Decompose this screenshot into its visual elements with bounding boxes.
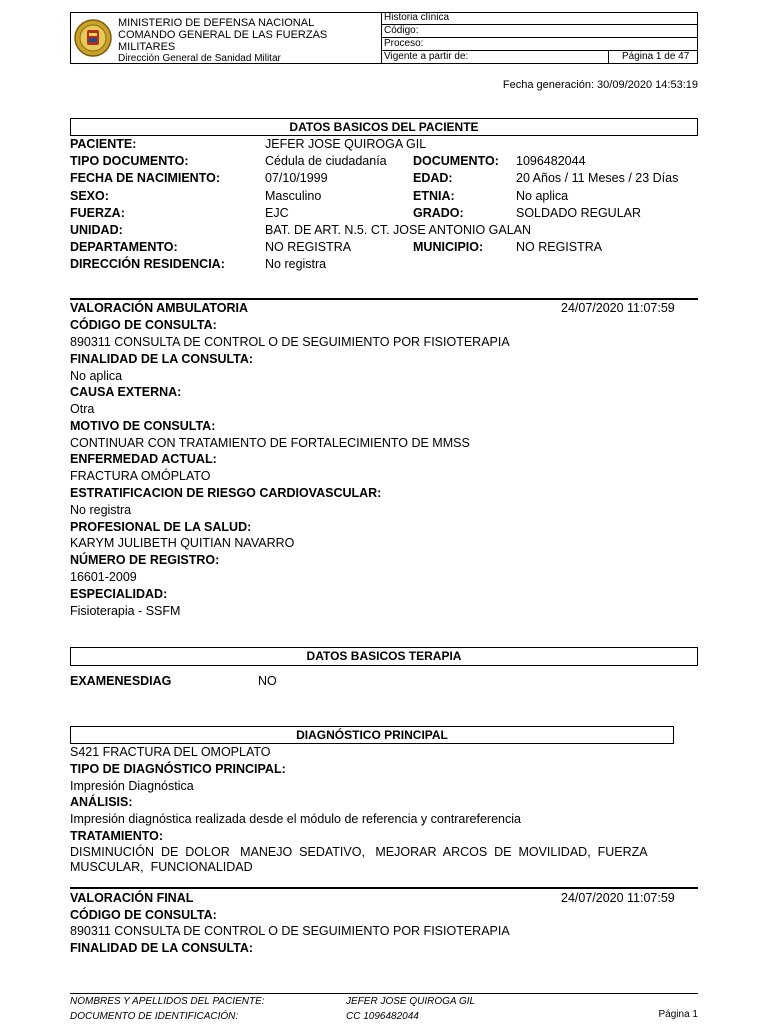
header-vigente-row <box>382 51 698 64</box>
header-codigo: Código: <box>382 25 698 38</box>
documento-value: 1096482044 <box>516 154 586 168</box>
header-org-block <box>70 12 382 64</box>
footer-rule <box>70 993 698 994</box>
examenes-value: NO <box>258 674 277 688</box>
tratamiento-label: TRATAMIENTO: <box>70 829 164 843</box>
diagnostico-value: S421 FRACTURA DEL OMOPLATO <box>70 745 271 759</box>
registro-label: NÚMERO DE REGISTRO: <box>70 553 220 567</box>
analisis-label: ANÁLISIS: <box>70 795 133 809</box>
footer-page-number: Página 1 <box>658 1009 698 1020</box>
header-proceso: Proceso: <box>382 38 698 51</box>
fecha-nacimiento-label: FECHA DE NACIMIENTO: <box>70 171 220 185</box>
sexo-label: SEXO: <box>70 189 109 203</box>
tipo-diagnostico-value: Impresión Diagnóstica <box>70 779 194 793</box>
departamento-label: DEPARTAMENTO: <box>70 240 178 254</box>
paciente-value: JEFER JOSE QUIROGA GIL <box>265 137 427 151</box>
fecha-generacion: Fecha generación: 30/09/2020 14:53:19 <box>502 79 698 91</box>
edad-label: EDAD: <box>413 171 453 185</box>
municipio-value: NO REGISTRA <box>516 240 603 254</box>
grado-label: GRADO: <box>413 206 464 220</box>
section-datos-basicos-title: DATOS BASICOS DEL PACIENTE <box>70 118 698 136</box>
valoracion-ambulatoria-title: VALORACIÓN AMBULATORIA <box>70 301 248 315</box>
fuerza-label: FUERZA: <box>70 206 125 220</box>
footer-documento-label: DOCUMENTO DE IDENTIFICACIÓN: <box>70 1011 239 1022</box>
header-historia: Historia clínica <box>382 12 698 25</box>
military-seal-logo <box>74 19 112 57</box>
etnia-value: No aplica <box>516 189 569 203</box>
municipio-label: MUNICIPIO: <box>413 240 484 254</box>
motivo-label: MOTIVO DE CONSULTA: <box>70 419 216 433</box>
tratamiento-value-line1: DISMINUCIÓN DE DOLOR MANEJO SEDATIVO, MEJORAR ARCOS DE MOVILIDAD, FUERZA <box>70 845 648 859</box>
final-finalidad-label: FINALIDAD DE LA CONSULTA: <box>70 941 254 955</box>
divider-valoracion-ambulatoria <box>70 298 698 300</box>
paciente-label: PACIENTE: <box>70 137 137 151</box>
header-vigente: Vigente a partir de: <box>384 51 469 62</box>
tipo-documento-label: TIPO DOCUMENTO: <box>70 154 189 168</box>
motivo-value: CONTINUAR CON TRATAMIENTO DE FORTALECIMIENTO DE MMSS <box>70 436 470 450</box>
finalidad-label: FINALIDAD DE LA CONSULTA: <box>70 352 254 366</box>
profesional-label: PROFESIONAL DE LA SALUD: <box>70 520 252 534</box>
tipo-documento-value: Cédula de ciudadanía <box>265 154 387 168</box>
finalidad-value: No aplica <box>70 369 123 383</box>
departamento-value: NO REGISTRA <box>265 240 352 254</box>
valoracion-final-date: 24/07/2020 11:07:59 <box>561 891 675 905</box>
unidad-label: UNIDAD: <box>70 223 123 237</box>
final-codigo-value: 890311 CONSULTA DE CONTROL O DE SEGUIMIENTO POR FISIOTERAPIA <box>70 924 510 938</box>
valoracion-final-title: VALORACIÓN FINAL <box>70 891 194 905</box>
especialidad-label: ESPECIALIDAD: <box>70 587 168 601</box>
footer-documento-value: CC 1096482044 <box>346 1011 419 1022</box>
org-line-2: COMANDO GENERAL DE LAS FUERZAS MILITARES <box>118 29 328 53</box>
especialidad-value: Fisioterapia - SSFM <box>70 604 181 618</box>
footer-nombres-label: NOMBRES Y APELLIDOS DEL PACIENTE: <box>70 996 265 1007</box>
fecha-nacimiento-value: 07/10/1999 <box>265 171 328 185</box>
direccion-value: No registra <box>265 257 327 271</box>
codigo-consulta-value: 890311 CONSULTA DE CONTROL O DE SEGUIMIENTO POR FISIOTERAPIA <box>70 335 510 349</box>
estratificacion-label: ESTRATIFICACION DE RIESGO CARDIOVASCULAR: <box>70 486 382 500</box>
section-diagnostico-title: DIAGNÓSTICO PRINCIPAL <box>70 726 674 744</box>
causa-externa-value: Otra <box>70 402 95 416</box>
divider-valoracion-final <box>70 887 698 889</box>
estratificacion-value: No registra <box>70 503 132 517</box>
org-line-3: Dirección General de Sanidad Militar <box>118 53 281 64</box>
profesional-value: KARYM JULIBETH QUITIAN NAVARRO <box>70 536 295 550</box>
registro-value: 16601-2009 <box>70 570 137 584</box>
documento-label: DOCUMENTO: <box>413 154 499 168</box>
footer-nombres-value: JEFER JOSE QUIROGA GIL <box>346 996 476 1007</box>
valoracion-ambulatoria-date: 24/07/2020 11:07:59 <box>561 301 675 315</box>
fuerza-value: EJC <box>265 206 289 220</box>
sexo-value: Masculino <box>265 189 322 203</box>
causa-externa-label: CAUSA EXTERNA: <box>70 385 182 399</box>
final-codigo-label: CÓDIGO DE CONSULTA: <box>70 908 217 922</box>
grado-value: SOLDADO REGULAR <box>516 206 642 220</box>
tratamiento-value-line2: MUSCULAR, FUNCIONALIDAD <box>70 860 253 874</box>
org-line-1: MINISTERIO DE DEFENSA NACIONAL <box>118 17 315 29</box>
header-page-of: Página 1 de 47 <box>622 51 690 62</box>
enfermedad-label: ENFERMEDAD ACTUAL: <box>70 452 217 466</box>
analisis-value: Impresión diagnóstica realizada desde el módulo de referencia y contrareferencia <box>70 812 521 826</box>
section-terapia-title: DATOS BASICOS TERAPIA <box>70 647 698 666</box>
codigo-consulta-label: CÓDIGO DE CONSULTA: <box>70 318 217 332</box>
edad-value: 20 Años / 11 Meses / 23 Días <box>516 171 679 185</box>
etnia-label: ETNIA: <box>413 189 455 203</box>
examenes-label: EXAMENESDIAG <box>70 674 172 688</box>
direccion-label: DIRECCIÓN RESIDENCIA: <box>70 257 225 271</box>
tipo-diagnostico-label: TIPO DE DIAGNÓSTICO PRINCIPAL: <box>70 762 286 776</box>
unidad-value: BAT. DE ART. N.5. CT. JOSE ANTONIO GALAN <box>265 223 532 237</box>
enfermedad-value: FRACTURA OMÓPLATO <box>70 469 211 483</box>
